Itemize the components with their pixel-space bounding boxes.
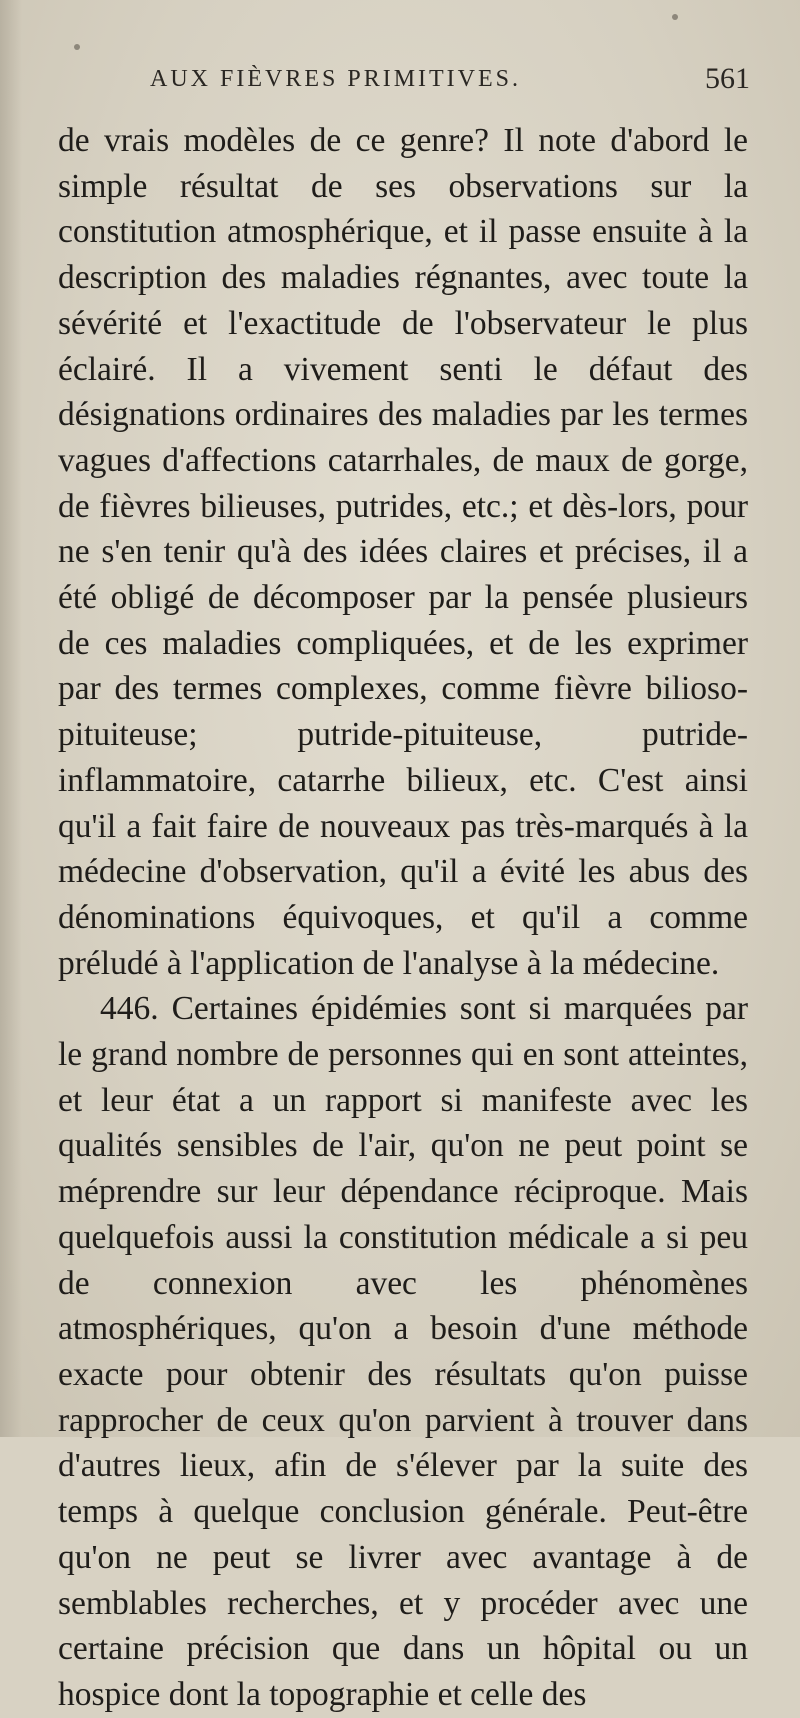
paragraph-446: 446. Certaines épidémies sont si marquées par le grand nombre de personnes qui en sont atteintes, et leur état a un rapport si manifeste avec les qualités sensibles de l'air, qu'on ne peut point se méprendre sur leur dépendance réciproque. Mais quelquefois aussi la constitution médicale a si peu de connexion avec les phénomènes atmosphériques, qu'on a besoin d'une méthode exacte pour obtenir des résultats qu'on puisse rapprocher de ceux qu'on parvient à trouver dans d'autres lieux, afin de s'élever par la suite des temps à quelque conclusion générale. Peut-être qu'on ne peut se livrer avec avantage à de semblables recherches, et y procéder avec une certaine précision que dans un hôpital ou un hospice dont la topographie et celle des <box>58 990 748 1713</box>
running-head-title: AUX FIÈVRES PRIMITIVES. <box>150 66 522 92</box>
paper-speck <box>672 14 678 20</box>
page-number: 561 <box>705 62 750 95</box>
paper-speck <box>74 44 80 50</box>
page-gutter-shadow <box>0 0 22 1437</box>
running-head <box>150 62 750 102</box>
body-text <box>58 118 748 1718</box>
paragraph-continued: de vrais modèles de ce genre? Il note d'abord le simple résultat de ses observations sur la constitution atmosphérique, et il passe ensuite à la description des maladies régnantes, avec toute la sévérité et l'exactitude de l'observateur le plus éclairé. Il a vivement senti le défaut des désignations ordinaires des maladies par les termes vagues d'affections catarrhales, de maux de gorge, de fièvres bilieuses, putrides, etc.; et dès-lors, pour ne s'en tenir qu'à des idées claires et précises, il a été obligé de décomposer par la pensée plusieurs de ces maladies compliquées, et de les exprimer par des termes complexes, comme fièvre bilioso-pituiteuse; putride-pituiteuse, putride-inflammatoire, catarrhe bilieux, etc. C'est ainsi qu'il a fait faire de nouveaux pas très-marqués à la médecine d'observation, qu'il a évité les abus des dénominations équivoques, et qu'il a comme préludé à l'application de l'analyse à la médecine. <box>58 122 748 982</box>
